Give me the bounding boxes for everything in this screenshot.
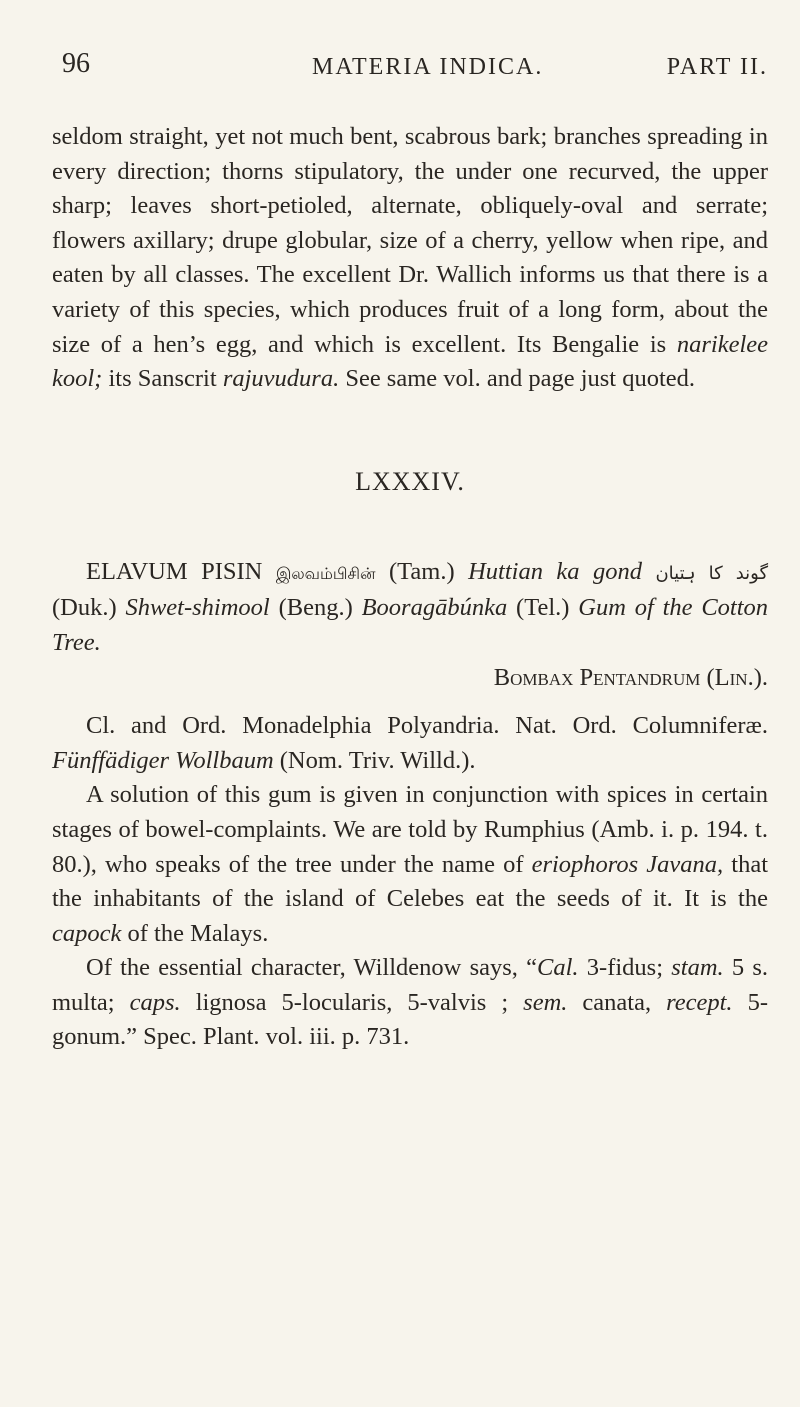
- character-paragraph: Of the essential character, Willdenow says, “Cal. 3-fidus; stam. 5 s. multa; caps. lignosa 5-locularis, 5-valvis ; sem. canata, recept. 5-gonum.” Spec. Plant. vol. iii. p. 731.: [52, 954, 769, 1051]
- book-page: [52, 48, 768, 1055]
- body-paragraph: A solution of this gum is given in conjunction with spices in certain stages of bowel-complaints. We are told by Rumphius (Amb. i. p. 194. t. 80.), who speaks of the tree under the name of eriophoros Javana, that the inhabitants of the island of Celebes eat the seeds of it. It is the capock of the Malays.: [52, 781, 769, 947]
- tamil-script: இலவம்பிசின்: [275, 563, 376, 583]
- entry-name: ELAVUM PISIN: [86, 557, 263, 585]
- section-heading: LXXXIV.: [355, 466, 465, 496]
- botanical-name: Bombax Pentandrum (Lin.).: [493, 663, 768, 691]
- vernacular-names: ELAVUM PISIN இலவம்பிசின் (Tam.) Huttian ka gond گوند کا ہتیان (Duk.) Shwet-shimool (Beng.) Booragābúnka (Tel.) Gum of the Cotton Tree.: [52, 557, 769, 656]
- german-name: Fünffädiger Wollbaum: [52, 746, 274, 774]
- english-name: Gum of the Cotton Tree.: [52, 594, 769, 656]
- continuation-paragraph: seldom straight, yet not much bent, scabrous bark; branches spreading in every direction; thorns stipulatory, the under one recurved, the upper sharp; leaves short-petioled, alternate, obliquely-oval and serrate; flowers axillary; drupe globular, size of a cherry, yellow when ripe, and eaten by all classes. The excellent Dr. Wallich informs us that there is a variety of this species, which produces fruit of a long form, about the size of a hen’s egg, and which is excellent. Its Bengalie is narikelee kool; its Sanscrit rajuvudura. See same vol. and page just quoted.: [52, 123, 769, 393]
- bengali-name: narikelee kool;: [52, 330, 769, 393]
- part-label: PART II.: [666, 54, 768, 80]
- classification: Cl. and Ord. Monadelphia Polyandria. Nat. Ord. Columniferæ. Fünffädiger Wollbaum (Nom. Triv. Willd.).: [52, 712, 768, 774]
- page-number: 96: [62, 48, 90, 79]
- sanscrit-name: rajuvudura.: [222, 365, 340, 393]
- running-header: [52, 48, 768, 88]
- dukhani-script: گوند کا ہتیان: [655, 562, 769, 584]
- running-title: MATERIA INDICA.: [312, 54, 544, 80]
